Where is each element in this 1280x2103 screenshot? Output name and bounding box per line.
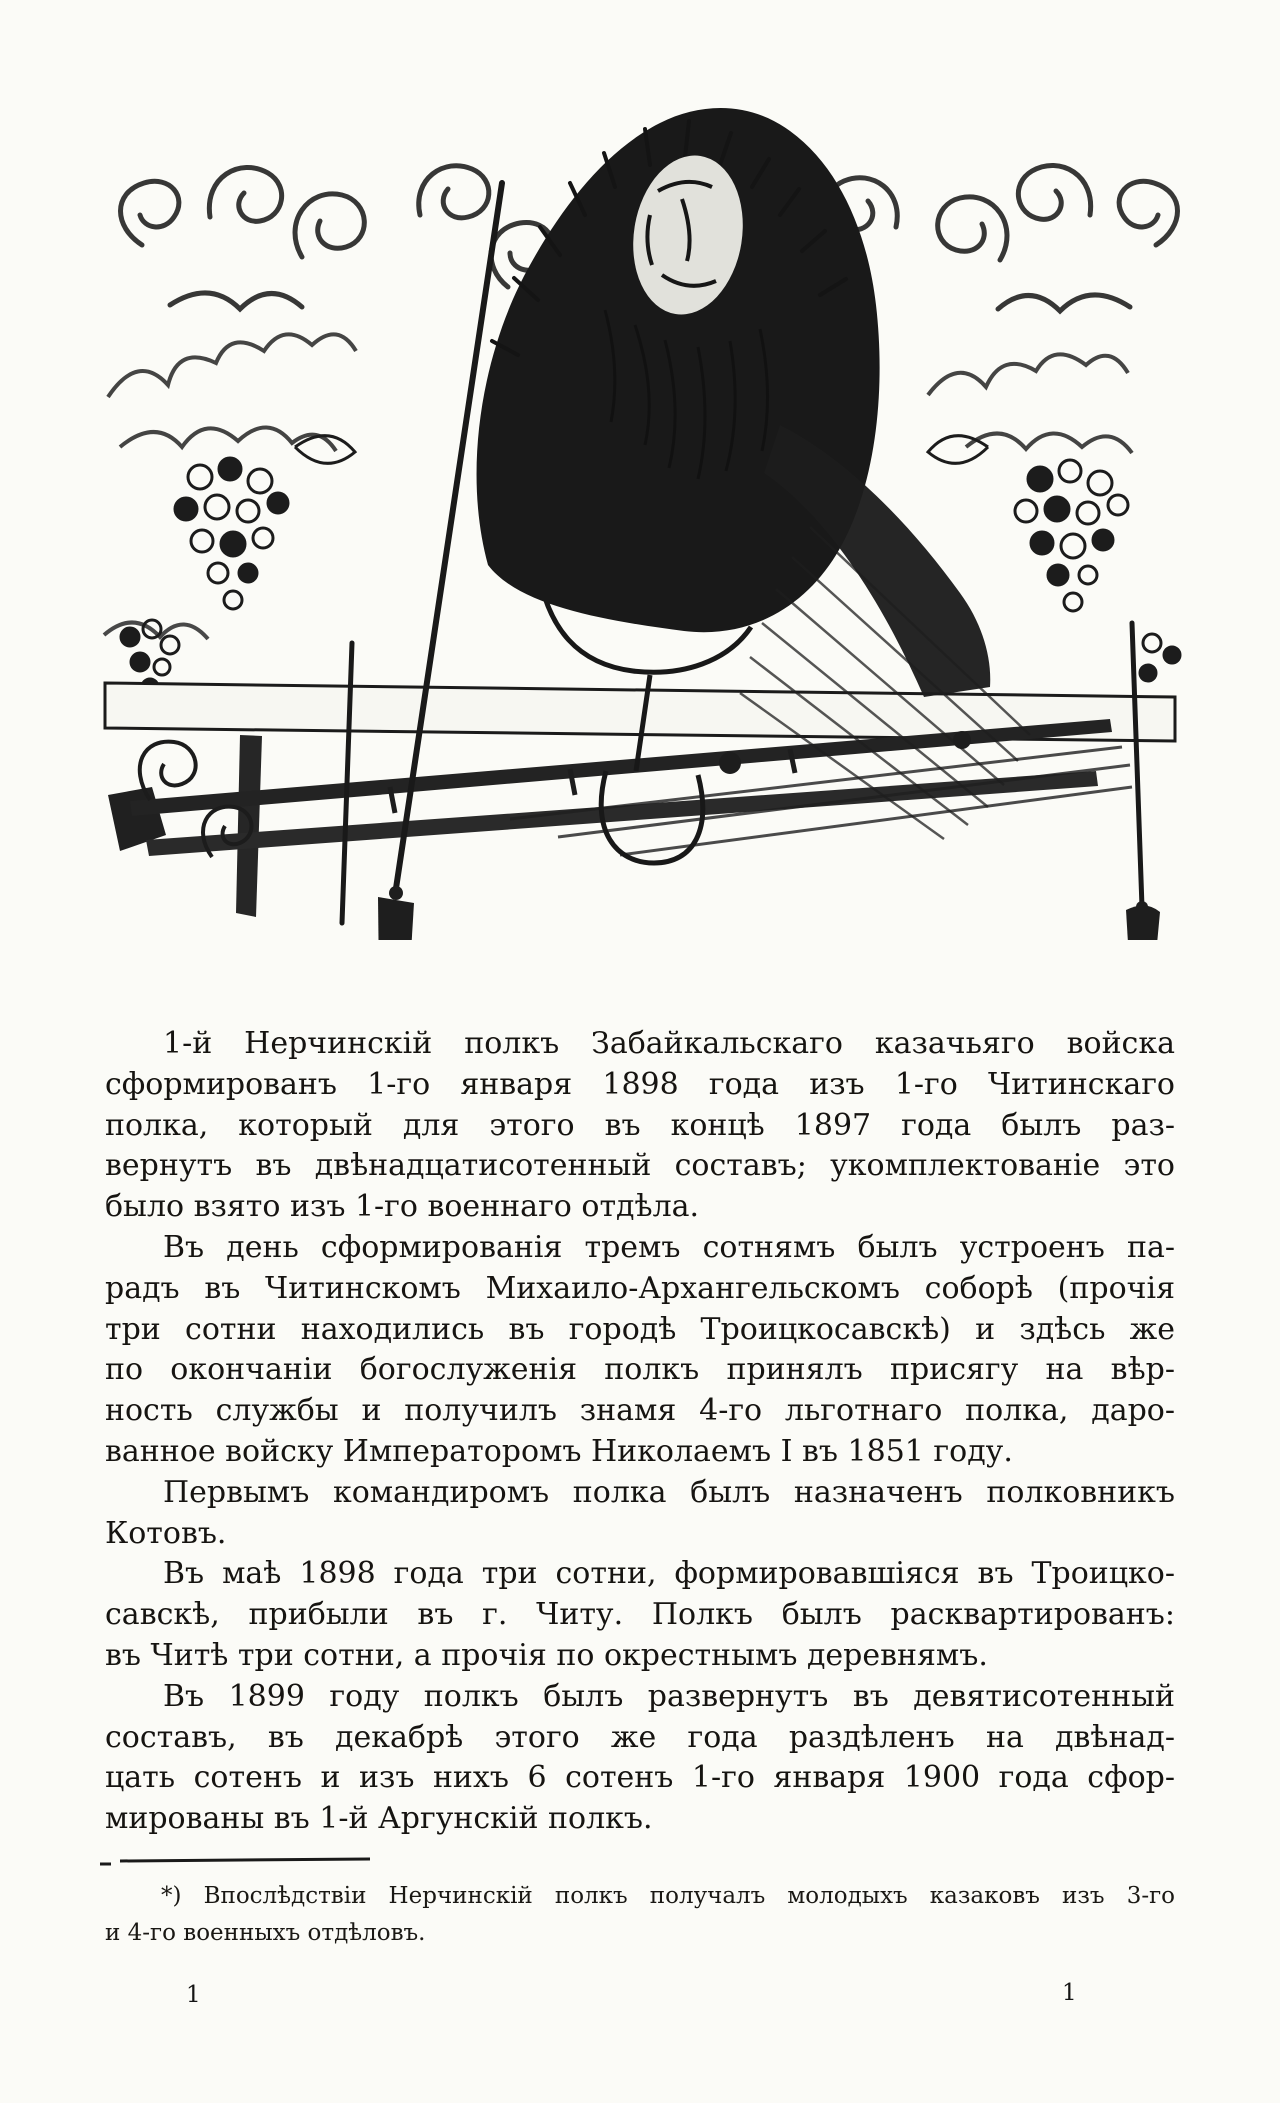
text-line: Въ маѣ 1898 года три сотни, формировавшіяся въ Троицко-: [163, 1556, 1175, 1592]
text-line: полка, который для этого въ концѣ 1897 года былъ раз-: [105, 1107, 1175, 1143]
text-line: Въ 1899 году полкъ былъ развернутъ въ девятисотенный: [163, 1678, 1175, 1714]
paragraph-5: [105, 1677, 1175, 1840]
text-line: три сотни находились въ городѣ Троицкосавскѣ) и здѣсь же: [105, 1311, 1175, 1347]
text-line: Въ день сформированія тремъ сотнямъ былъ устроенъ па-: [163, 1229, 1175, 1265]
text-line: ванное войску Императоромъ Николаемъ I въ 1851 году.: [105, 1433, 1013, 1469]
text-line: вернутъ въ двѣнадцатисотенный составъ; укомплектованіе это: [105, 1148, 1175, 1184]
text-line: въ Читѣ три сотни, а прочія по окрестнымъ деревнямъ.: [105, 1637, 988, 1673]
smoke-swirls-right: [827, 165, 1177, 311]
headpiece-engraving-art: [90, 95, 1210, 940]
page-number-right: 1: [1062, 1980, 1077, 2006]
text-line: мированы въ 1-й Аргунскій полкъ.: [105, 1801, 653, 1837]
footnote-line: и 4-го военныхъ отдѣловъ.: [105, 1920, 426, 1946]
headpiece-engraving: [90, 95, 1210, 940]
text-line: 1-й Нерчинскій полкъ Забайкальскаго казачьяго войска: [163, 1026, 1175, 1061]
footnote: [105, 1878, 1175, 1952]
page-number-left: 1: [186, 1982, 201, 2008]
paragraph-4: [105, 1554, 1175, 1676]
body-text: [105, 1024, 1175, 1840]
footnote-divider: [98, 1852, 383, 1864]
text-line: радъ въ Читинскомъ Михаило-Архангельскомъ соборѣ (прочія: [105, 1270, 1175, 1306]
grape-cluster-left: [121, 436, 355, 695]
text-line: составъ, въ декабрѣ этого же года раздѣленъ на двѣнад-: [105, 1719, 1175, 1755]
footnote-line: *) Впослѣдствіи Нерчинскій полкъ получалъ молодыхъ казаковъ изъ 3-го: [161, 1883, 1175, 1909]
footnote-divider-rule: [98, 1855, 383, 1867]
text-line: цать сотенъ и изъ нихъ 6 сотенъ 1-го января 1900 года сфор-: [105, 1760, 1175, 1796]
text-line: было взято изъ 1-го военнаго отдѣла.: [105, 1189, 700, 1225]
paragraph-3: [105, 1473, 1175, 1555]
text-line: Первымъ командиромъ полка былъ назначенъ полковникъ: [163, 1474, 1175, 1510]
tassel-right: [1126, 901, 1160, 940]
cossack-head: [477, 108, 991, 697]
text-line: Котовъ.: [105, 1515, 227, 1551]
paragraph-1: [105, 1024, 1175, 1228]
text-line: по окончаніи богослуженія полкъ принялъ присягу на вѣр-: [105, 1352, 1175, 1388]
paragraph-2: [105, 1228, 1175, 1473]
tassel-left: [378, 886, 414, 940]
text-line: савскѣ, прибыли въ г. Читу. Полкъ былъ расквартированъ:: [105, 1597, 1175, 1633]
text-line: ность службы и получилъ знамя 4-го льготнаго полка, даро-: [105, 1393, 1175, 1429]
text-line: сформированъ 1-го января 1898 года изъ 1-го Читинскаго: [105, 1066, 1175, 1102]
